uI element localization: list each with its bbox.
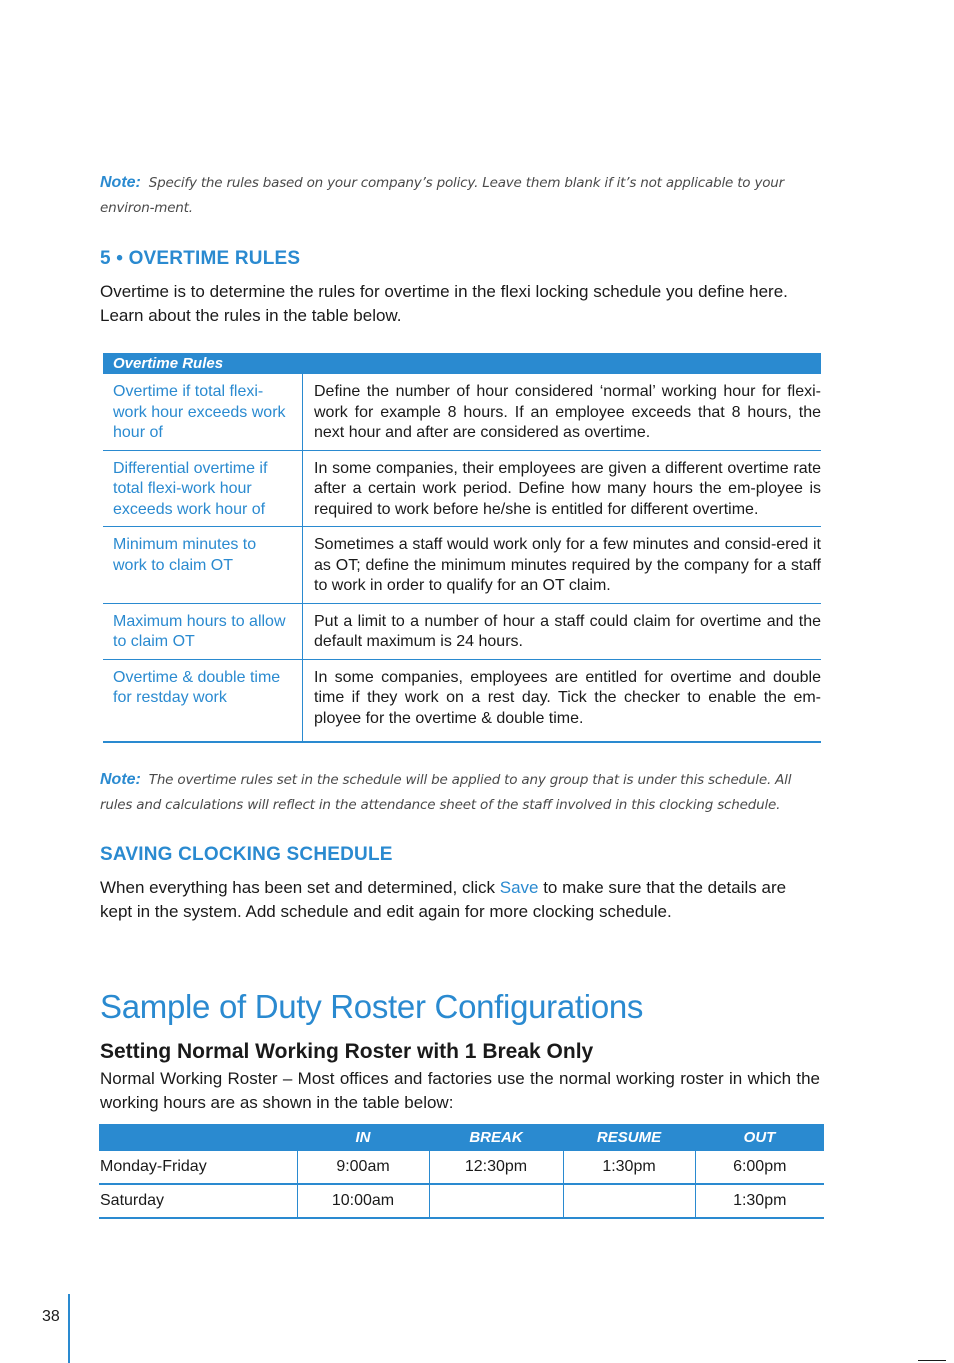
rule-description: Put a limit to a number of hour a staff could claim for overtime and the default maximum is 24 hours. bbox=[314, 612, 821, 650]
roster-cell bbox=[563, 1184, 695, 1218]
table-row bbox=[99, 1184, 824, 1218]
roster-cell: 1:30pm bbox=[695, 1184, 824, 1218]
note-top bbox=[100, 170, 820, 220]
roster-cell-day: Saturday bbox=[99, 1184, 297, 1218]
rule-term: Overtime & double time for restday work bbox=[103, 660, 303, 742]
note-label: Note: bbox=[100, 174, 141, 191]
table-row bbox=[103, 660, 821, 744]
section-overtime-rules-heading: 5 • OVERTIME RULES bbox=[100, 248, 301, 269]
column-header bbox=[99, 1124, 297, 1151]
table-row bbox=[99, 1151, 824, 1184]
note-text: Specify the rules based on your company’s policy. Leave them blank if it’s not applicable to your environ-ment. bbox=[100, 175, 784, 216]
saving-text-after: to make sure that the details are kept in the system. Add schedule and edit again for more clocking schedule. bbox=[100, 878, 787, 921]
corner-rule bbox=[918, 1360, 946, 1361]
roster-subtitle: Setting Normal Working Roster with 1 Break Only bbox=[100, 1040, 594, 1063]
rule-term: Minimum minutes to work to claim OT bbox=[103, 527, 303, 603]
roster-cell: 12:30pm bbox=[429, 1151, 563, 1184]
table-row bbox=[103, 604, 821, 660]
rule-term: Overtime if total flexi-work hour exceeds work hour of bbox=[103, 374, 303, 450]
roster-cell bbox=[429, 1184, 563, 1218]
roster-intro: Normal Working Roster – Most offices and factories use the normal working roster in which the working hours are as shown in the table below: bbox=[100, 1069, 820, 1112]
note-text: The overtime rules set in the schedule will be applied to any group that is under this schedule. All rules and calculations will reflect in the attendance sheet of the staff involved in this clocking schedule. bbox=[100, 772, 792, 813]
column-header: BREAK bbox=[429, 1124, 563, 1151]
roster-table bbox=[99, 1124, 824, 1219]
overtime-rules-table-header: Overtime Rules bbox=[103, 353, 821, 374]
rule-term: Maximum hours to allow to claim OT bbox=[103, 604, 303, 659]
roster-header-row bbox=[99, 1124, 824, 1151]
rule-description: Sometimes a staff would work only for a few minutes and consid-ered it as OT; define the minimum minutes required by the company for a staff to work in order to qualify for an OT claim. bbox=[314, 536, 821, 594]
save-link[interactable]: Save bbox=[499, 878, 539, 897]
table-row bbox=[103, 451, 821, 528]
column-header: IN bbox=[297, 1124, 429, 1151]
note-label: Note: bbox=[100, 771, 141, 788]
roster-cell: 10:00am bbox=[297, 1184, 429, 1218]
roster-cell: 9:00am bbox=[297, 1151, 429, 1184]
page-margin-bar bbox=[68, 1294, 70, 1363]
section-saving-text bbox=[100, 876, 820, 924]
section-saving-heading: SAVING CLOCKING SCHEDULE bbox=[100, 844, 393, 865]
rule-description: In some companies, their employees are given a different overtime rate after a certain work period. Define how many hours the em-ployee is required to work before he/she is entitled for different overtime. bbox=[314, 459, 821, 518]
rule-term: Differential overtime if total flexi-work hour exceeds work hour of bbox=[103, 451, 303, 527]
rule-description: Define the number of hour considered ‘normal’ working hour for flexi-work for example 8 hours. If an employee exceeds that 8 hours, the next hour and after are considered as overtime. bbox=[314, 383, 821, 441]
section-overtime-rules-intro: Overtime is to determine the rules for overtime in the flexi locking schedule you define here. Learn about the rules in the table below. bbox=[100, 282, 788, 325]
column-header: RESUME bbox=[563, 1124, 695, 1151]
roster-cell-day: Monday-Friday bbox=[99, 1151, 297, 1184]
roster-cell: 6:00pm bbox=[695, 1151, 824, 1184]
note-overtime bbox=[100, 767, 820, 817]
roster-cell: 1:30pm bbox=[563, 1151, 695, 1184]
rule-description: In some companies, employees are entitled for overtime and double time if they work on a rest day. Tick the checker to enable the em-ployee for the overtime & double time. bbox=[314, 668, 821, 727]
table-row bbox=[103, 374, 821, 451]
table-row bbox=[103, 527, 821, 604]
saving-text-before: When everything has been set and determined, click bbox=[100, 878, 500, 897]
page-number: 38 bbox=[42, 1308, 60, 1325]
overtime-rules-table bbox=[103, 353, 821, 743]
page-title: Sample of Duty Roster Configurations bbox=[100, 988, 644, 1025]
column-header: OUT bbox=[695, 1124, 824, 1151]
